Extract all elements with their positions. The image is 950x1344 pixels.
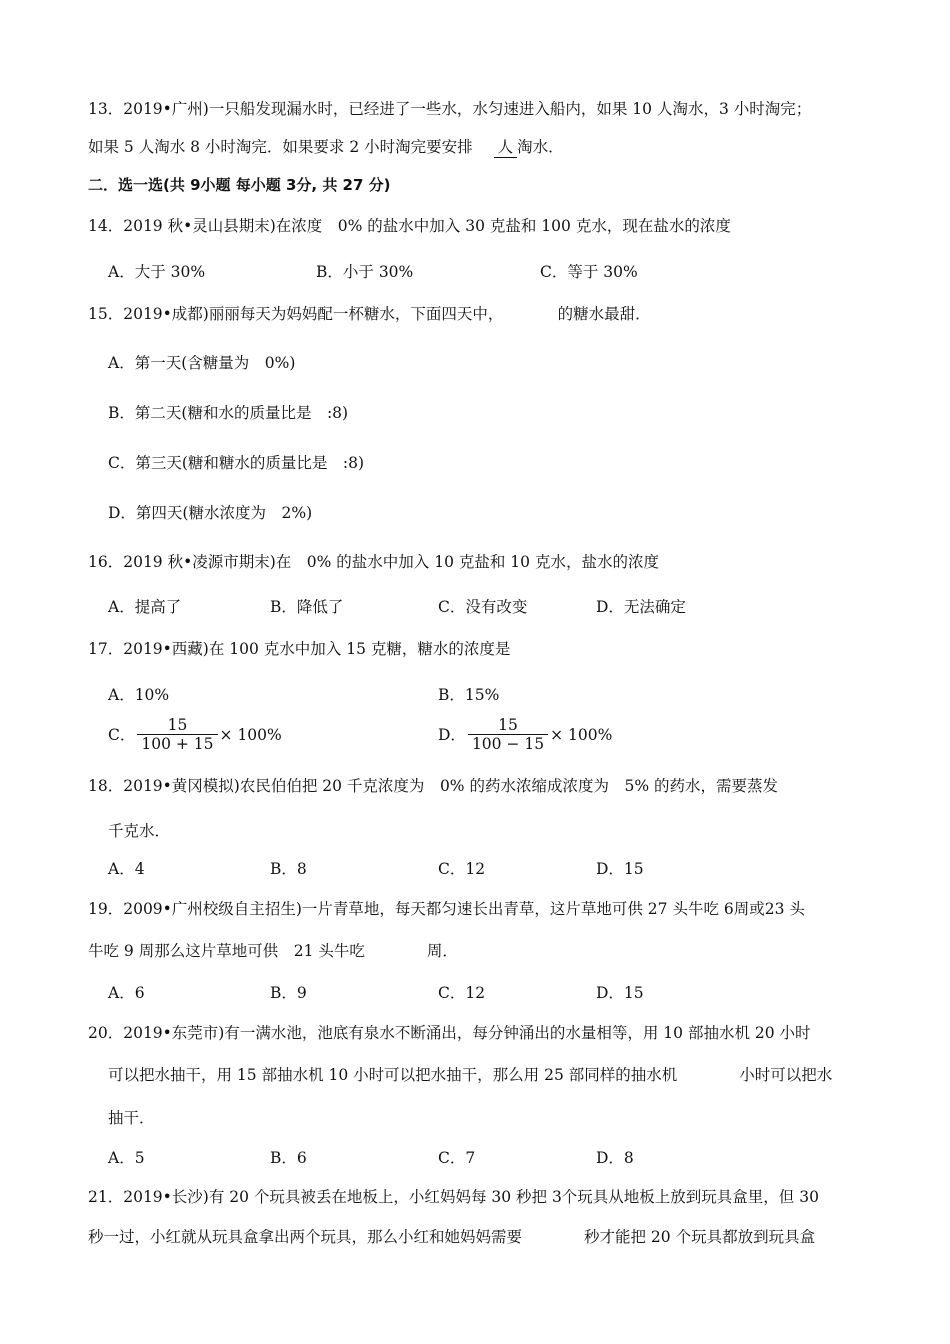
q19-option-d: D．15 [596, 984, 644, 1002]
q13-line2-text: 如果 5 人淘水 8 小时淘完．如果要求 2 小时淘完要安排 [88, 138, 473, 156]
q20-stem: 20．2019•东莞市)有一满水池，池底有泉水不断涌出，每分钟涌出的水量相等，用 10 部抽水机 20 小时 [88, 1024, 811, 1042]
fraction-numerator: 15 [137, 716, 217, 735]
q17-option-b: B．15% [438, 686, 500, 704]
q16-option-c: C．没有改变 [438, 598, 528, 616]
q17-option-c-tail: × 100% [219, 725, 282, 744]
q20-stem-line2: 可以把水抽干，用 15 部抽水机 10 小时可以把水抽干，那么用 25 部同样的抽水机 小时可以把水 [108, 1066, 833, 1084]
q20-option-d: D．8 [596, 1149, 634, 1167]
q17-option-a: A．10% [108, 686, 170, 704]
q14-option-a: A．大于 30% [108, 263, 206, 281]
q20-option-a: A．5 [108, 1149, 145, 1167]
q15-option-a: A．第一天(含糖量为 0%) [108, 354, 296, 372]
q17-option-c [108, 716, 282, 753]
q17-option-c-label: C． [108, 725, 136, 744]
q17-option-d-tail: × 100% [550, 725, 613, 744]
q13-line1: 13．2019•广州)一只船发现漏水时，已经进了一些水，水匀速进入船内，如果 10 人淘水，3 小时淘完； [88, 100, 812, 118]
q15-stem: 15．2019•成都)丽丽每天为妈妈配一杯糖水，下面四天中， 的糖水最甜． [88, 305, 651, 323]
q20-option-c: C．7 [438, 1149, 476, 1167]
q14-stem: 14．2019 秋•灵山县期末)在浓度 0% 的盐水中加入 30 克盐和 100 克水，现在盐水的浓度 [88, 217, 731, 235]
q21-stem: 21．2019•长沙)有 20 个玩具被丢在地板上，小红妈妈每 30 秒把 3个玩具从地板上放到玩具盒里，但 30 [88, 1188, 819, 1206]
q13-line2 [88, 137, 564, 158]
q13-line2-tail: 淘水． [517, 138, 564, 156]
q17-option-d-label: D． [438, 725, 466, 744]
q17-option-c-fraction [137, 716, 217, 753]
section-heading: 二．选一选(共 9小题 每小题 3分, 共 27 分) [88, 176, 391, 194]
q19-option-a: A．6 [108, 984, 145, 1002]
q16-stem: 16．2019 秋•凌源市期末)在 0% 的盐水中加入 10 克盐和 10 克水，盐水的浓度 [88, 553, 659, 571]
q21-stem-line2: 秒一过，小红就从玩具盒拿出两个玩具，那么小红和她妈妈需要 秒才能把 20 个玩具都放到玩具盒 [88, 1228, 816, 1246]
q17-option-d-fraction [468, 716, 548, 753]
q18-option-a: A．4 [108, 860, 145, 878]
q19-option-c: C．12 [438, 984, 486, 1002]
q15-option-c: C．第三天(糖和糖水的质量比是 :8) [108, 454, 365, 472]
fraction-denominator: 100 + 15 [141, 735, 214, 753]
q18-option-c: C．12 [438, 860, 486, 878]
q18-option-b: B．8 [270, 860, 307, 878]
q17-option-d [438, 716, 612, 753]
q19-option-b: B．9 [270, 984, 307, 1002]
q19-stem-line2: 牛吃 9 周那么这片草地可供 21 头牛吃 周． [88, 942, 458, 960]
q19-stem: 19．2009•广州校级自主招生)一片青草地，每天都匀速长出青草，这片草地可供 27 头牛吃 6周或23 头 [88, 900, 805, 918]
q16-option-d: D．无法确定 [596, 598, 686, 616]
q18-stem: 18．2019•黄冈模拟)农民伯伯把 20 千克浓度为 0% 的药水浓缩成浓度为 5% 的药水，需要蒸发 [88, 777, 778, 795]
q16-option-b: B．降低了 [270, 598, 344, 616]
q20-option-b: B．6 [270, 1149, 307, 1167]
fraction-numerator: 15 [468, 716, 548, 735]
fraction-denominator: 100 − 15 [471, 735, 545, 753]
q14-option-b: B．小于 30% [316, 263, 414, 281]
q13-answer-blank: 人 [494, 137, 518, 158]
q15-option-d: D．第四天(糖水浓度为 2%) [108, 504, 313, 522]
q14-option-c: C．等于 30% [540, 263, 638, 281]
q15-option-b: B．第二天(糖和水的质量比是 :8) [108, 404, 349, 422]
q18-option-d: D．15 [596, 860, 644, 878]
q16-option-a: A．提高了 [108, 598, 182, 616]
q20-stem-line3: 抽干． [108, 1109, 155, 1127]
q18-stem-line2: 千克水． [108, 822, 171, 840]
q17-stem: 17．2019•西藏)在 100 克水中加入 15 克糖，糖水的浓度是 [88, 640, 511, 658]
